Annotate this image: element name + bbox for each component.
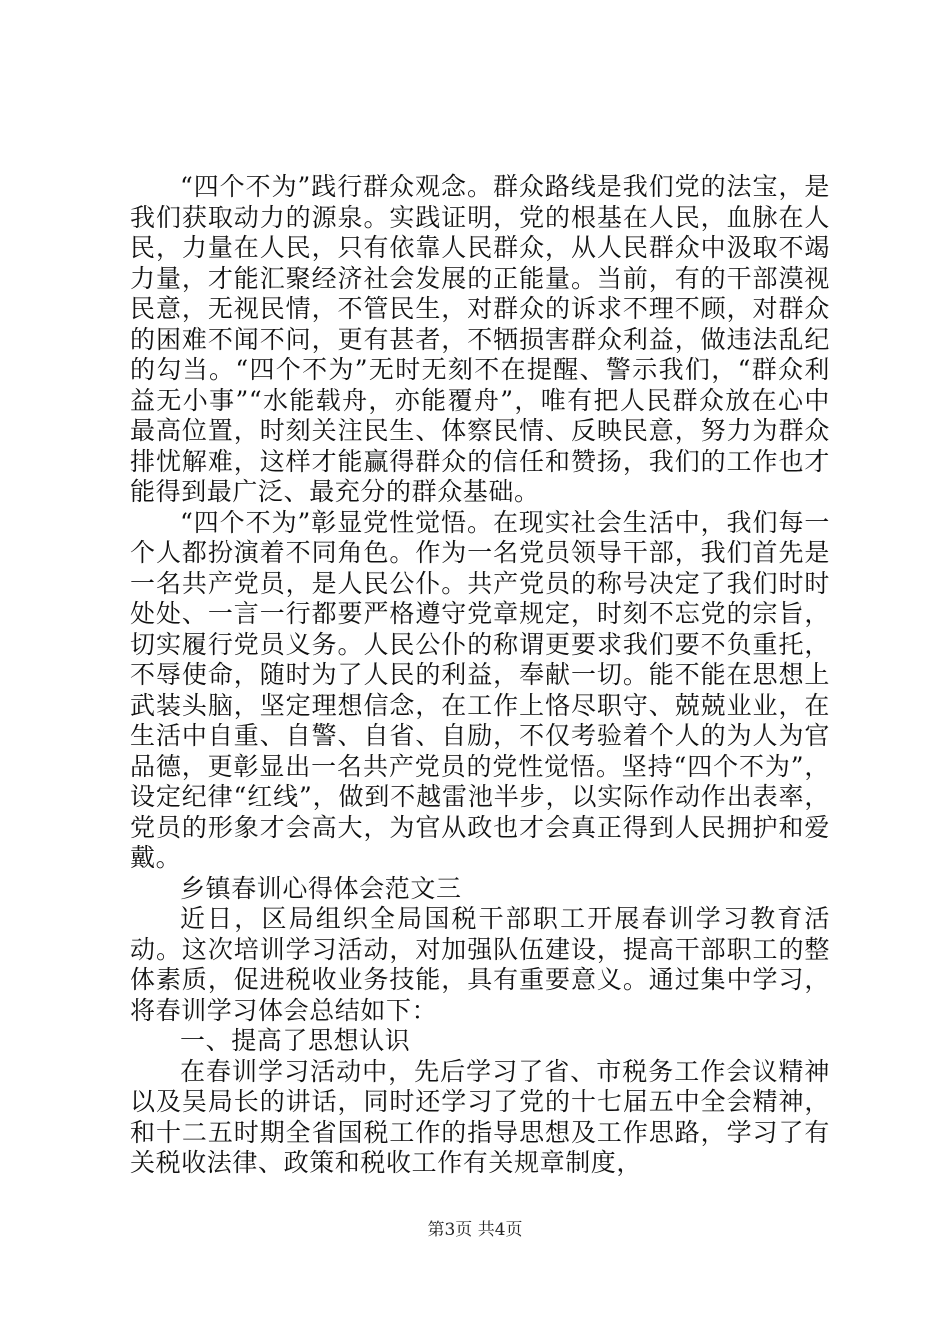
paragraph-party-spirit: “四个不为”彰显党性觉悟。在现实社会生活中，我们每一个人都扮演着不同角色。作为一名党员领导干部，我们首先是一名共产党员，是人民公仆。共产党员的称号决定了我们时时处处、一言一行都要严格遵守党章规定，时刻不忘党的宗旨，切实履行党员义务。人民公仆的称谓更要求我们要不负重托，不辱使命，随时为了人民的利益，奉献一切。能不能在思想上武装头脑，坚定理想信念，在工作上恪尽职守、兢兢业业，在生活中自重、自警、自省、自励，不仅考验着个人的为人为官品德，更彰显出一名共产党员的党性觉悟。坚持“四个不为”，设定纪律“红线”，做到不越雷池半步，以实际作动作出表率，党员的形象才会高大，为官从政也才会真正得到人民拥护和爱戴。 bbox=[130, 507, 830, 872]
paragraph-study: 在春训学习活动中，先后学习了省、市税务工作会议精神以及吴局长的讲话，同时还学习了党的十七届五中全会精神，和十二五时期全省国税工作的指导思想及工作思路，学习了有关税收法律、政策和税收工作有关规章制度， bbox=[130, 1056, 830, 1177]
section-title: 乡镇春训心得体会范文三 bbox=[180, 873, 462, 903]
paragraph-mass-line: “四个不为”践行群众观念。群众路线是我们党的法宝，是我们获取动力的源泉。实践证明，党的根基在人民，血脉在人民，力量在人民，只有依靠人民群众，从人民群众中汲取不竭力量，才能汇聚经济社会发展的正能量。当前，有的干部漠视民意，无视民情，不管民生，对群众的诉求不理不顾，对群众的困难不闻不问，更有甚者，不牺损害群众利益，做违法乱纪的勾当。“四个不为”无时无刻不在提醒、警示我们，“群众利益无小事”“水能载舟，亦能覆舟”，唯有把人民群众放在心中最高位置，时刻关注民生、体察民情、反映民意，努力为群众排忧解难，这样才能赢得群众的信任和赞扬，我们的工作也才能得到最广泛、最充分的群众基础。 bbox=[130, 172, 830, 506]
subheading-thought: 一、提高了思想认识 bbox=[180, 1026, 411, 1055]
document-body bbox=[130, 172, 830, 1179]
paragraph-intro: 近日，区局组织全局国税干部职工开展春训学习教育活动。这次培训学习活动，对加强队伍建设，提高干部职工的整体素质，促进税收业务技能，具有重要意义。通过集中学习，将春训学习体会总结如下： bbox=[130, 904, 830, 1025]
page-number-footer: 第3页 共4页 bbox=[427, 1220, 523, 1240]
